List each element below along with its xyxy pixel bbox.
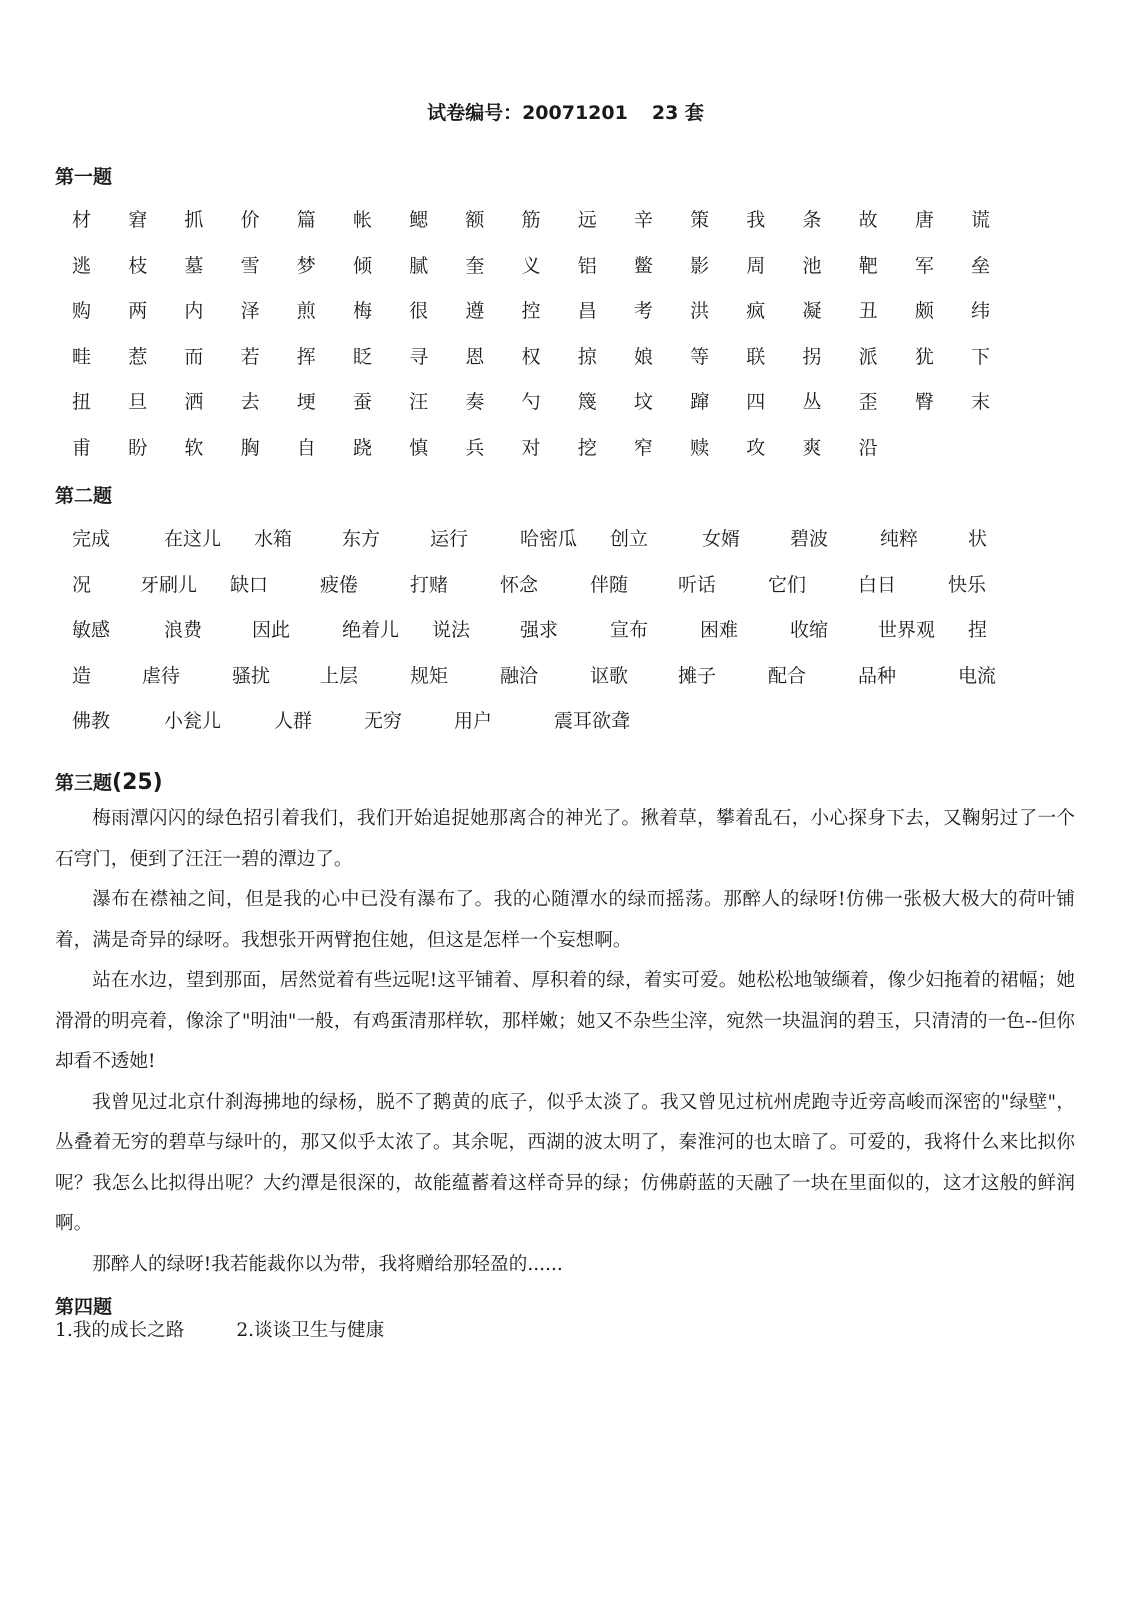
q2-word: 电流	[958, 664, 997, 687]
q1-character: 遵	[465, 300, 485, 322]
q1-character: 靶	[858, 254, 878, 277]
q1-character: 蚕	[352, 391, 372, 413]
q2-word: 疲倦	[320, 573, 359, 596]
q1-character: 丛	[802, 391, 822, 413]
q1-character: 篇	[296, 209, 316, 231]
q1-character: 蹿	[690, 391, 710, 413]
q1-character: 梅	[352, 300, 372, 322]
q1-character: 影	[690, 254, 710, 277]
q1-character: 铝	[577, 254, 597, 277]
q1-character: 赎	[690, 436, 710, 459]
q1-character: 义	[521, 254, 541, 277]
q2-word: 快乐	[948, 573, 987, 596]
q1-character: 对	[521, 436, 541, 459]
q1-character: 凝	[802, 300, 822, 322]
q1-character: 逃	[72, 254, 92, 277]
q1-character: 条	[802, 209, 822, 231]
q1-character: 昌	[577, 300, 597, 322]
q1-character: 臀	[914, 391, 934, 413]
q1-character: 辛	[633, 209, 653, 231]
q3-heading	[55, 768, 163, 795]
q1-character: 挥	[296, 345, 316, 368]
q1-heading: 第一题	[55, 166, 113, 188]
q1-character: 很	[409, 300, 429, 322]
q1-character: 埂	[296, 391, 316, 413]
q1-character: 我	[746, 209, 766, 231]
q1-character: 唐	[914, 209, 934, 231]
q1-character: 篾	[577, 391, 597, 413]
q1-character: 梦	[296, 254, 316, 277]
q1-character: 谎	[971, 209, 991, 231]
q1-row	[72, 345, 1027, 391]
q1-character: 软	[184, 436, 204, 459]
q1-character: 鳖	[633, 254, 653, 277]
q1-character: 寻	[409, 345, 429, 368]
q2-word: 小瓮儿	[164, 710, 222, 732]
q1-character: 下	[971, 345, 991, 368]
q1-character: 倾	[352, 254, 372, 277]
q1-character: 恩	[465, 345, 485, 368]
q1-character: 掠	[577, 345, 597, 368]
q1-character: 故	[858, 209, 878, 231]
q2-word: 敏感	[72, 619, 111, 641]
q1-character: 自	[296, 436, 316, 459]
q1-character: 抓	[184, 209, 204, 231]
q2-word: 缺口	[230, 573, 269, 596]
q2-word: 规矩	[410, 664, 449, 687]
q1-character: 旦	[128, 391, 148, 413]
q2-word: 骚扰	[232, 664, 271, 687]
q1-character: 挖	[577, 436, 597, 459]
q1-character: 池	[802, 254, 822, 277]
q2-word: 东方	[342, 528, 381, 550]
q1-character: 惹	[128, 345, 148, 368]
q2-word: 女婿	[702, 528, 741, 550]
q1-character: 墓	[184, 254, 204, 277]
q2-word: 讴歌	[590, 664, 629, 687]
q2-word: 宣布	[610, 619, 649, 641]
q3-paragraph: 站在水边，望到那面，居然觉着有些远呢!这平铺着、厚积着的绿，着实可爱。她松松地皱缬着，像少妇拖着的裙幅；她滑滑的明亮着，像涂了"明油"一般，有鸡蛋清那样软，那样嫩；她又不杂些尘滓，宛然一块温润的碧玉，只清清的一色--但你却看不透她!	[55, 970, 1075, 1072]
q1-character: 慎	[409, 436, 429, 459]
q3-paragraph: 那醉人的绿呀!我若能裁你以为带，我将赠给那轻盈的......	[92, 1253, 563, 1275]
q1-character: 内	[184, 300, 204, 322]
q2-word: 因此	[252, 619, 291, 641]
q1-character: 奎	[465, 254, 485, 277]
q2-word: 人群	[274, 710, 313, 732]
q2-word: 困难	[700, 619, 739, 641]
q1-character: 两	[128, 300, 148, 322]
q1-character: 窄	[633, 436, 653, 459]
q1-character: 价	[240, 209, 260, 231]
exam-number: 试卷编号：20071201	[427, 102, 628, 124]
q4-topics	[55, 1318, 384, 1344]
q1-character: 材	[72, 209, 92, 231]
q1-row	[72, 436, 1027, 482]
q1-character: 控	[521, 300, 541, 322]
q2-word: 碧波	[790, 528, 829, 550]
q2-word: 强求	[520, 619, 559, 641]
q1-character: 去	[240, 391, 260, 413]
q2-word: 绝着儿	[342, 619, 400, 641]
exam-set: 23 套	[651, 102, 704, 124]
q2-word: 浪费	[164, 619, 203, 641]
q1-character: 跷	[352, 436, 372, 459]
q2-word: 融洽	[500, 664, 539, 687]
q2-word: 怀念	[500, 573, 539, 596]
q1-character: 歪	[858, 391, 878, 413]
q1-character: 兵	[465, 436, 485, 459]
q1-character: 权	[521, 345, 541, 368]
q2-word: 说法	[432, 619, 471, 641]
q1-character: 颇	[914, 300, 934, 322]
q1-character: 胸	[240, 436, 260, 459]
q2-word: 佛教	[72, 710, 111, 732]
q1-character: 纬	[971, 300, 991, 322]
q1-character: 腻	[409, 254, 429, 277]
q2-word: 纯粹	[880, 528, 919, 550]
q3-heading-text: 第三题	[55, 772, 113, 794]
q1-character: 眨	[352, 345, 372, 368]
q4-topic-1: 1.我的成长之路	[55, 1320, 185, 1341]
q1-character: 考	[633, 300, 653, 322]
q3-passage	[55, 799, 1075, 1285]
q2-word: 完成	[72, 528, 111, 550]
q2-word: 伴随	[590, 573, 629, 596]
q1-character: 等	[690, 345, 710, 368]
q2-heading: 第二题	[55, 485, 113, 507]
q1-character: 若	[240, 345, 260, 368]
q1-character: 洪	[690, 300, 710, 322]
q1-character: 爽	[802, 436, 822, 459]
q1-character: 疯	[746, 300, 766, 322]
q1-character: 枝	[128, 254, 148, 277]
q3-paragraph: 瀑布在襟袖之间，但是我的心中已没有瀑布了。我的心随潭水的绿而摇荡。那醉人的绿呀!仿佛一张极大极大的荷叶铺着，满是奇异的绿呀。我想张开两臂抱住她，但这是怎样一个妄想啊。	[55, 889, 1075, 951]
q1-character: 坟	[633, 391, 653, 413]
q1-character: 犹	[914, 345, 934, 368]
q4-topic-2: 2.谈谈卫生与健康	[236, 1320, 385, 1341]
q2-word: 况	[72, 573, 92, 596]
q2-word: 收缩	[790, 619, 829, 641]
q1-character-grid	[72, 208, 1027, 481]
q1-character: 奏	[465, 391, 485, 413]
q1-character: 鳃	[409, 209, 429, 231]
q1-character: 军	[914, 254, 934, 277]
q1-character: 派	[858, 345, 878, 368]
q1-character: 联	[746, 345, 766, 368]
q1-character: 攻	[746, 436, 766, 459]
q1-character: 而	[184, 345, 204, 368]
q4-heading: 第四题	[55, 1296, 113, 1318]
q1-character: 畦	[72, 345, 92, 368]
q1-character: 购	[72, 300, 92, 322]
q1-row	[72, 390, 1027, 436]
q2-word: 捏	[968, 619, 988, 641]
q2-word: 摊子	[678, 664, 717, 687]
q2-word: 世界观	[878, 619, 936, 641]
q3-paragraph: 梅雨潭闪闪的绿色招引着我们，我们开始追捉她那离合的神光了。揪着草，攀着乱石，小心探身下去，又鞠躬过了一个石穹门，便到了汪汪一碧的潭边了。	[55, 808, 1075, 870]
q1-character: 远	[577, 209, 597, 231]
q2-word: 上层	[320, 664, 359, 687]
q2-word: 在这儿	[164, 528, 222, 550]
q1-character: 汪	[409, 391, 429, 413]
q2-word: 创立	[610, 528, 649, 550]
q1-character: 甫	[72, 436, 92, 459]
q2-word: 震耳欲聋	[554, 710, 631, 732]
q2-word: 配合	[768, 664, 807, 687]
q2-word: 品种	[858, 664, 897, 687]
q1-character: 雪	[240, 254, 260, 277]
q1-character: 额	[465, 209, 485, 231]
q3-paragraph: 我曾见过北京什刹海拂地的绿杨，脱不了鹅黄的底子，似乎太淡了。我又曾见过杭州虎跑寺近旁高峻而深密的"绿壁"，丛叠着无穷的碧草与绿叶的，那又似乎太浓了。其余呢，西湖的波太明了，秦淮河的也太暗了。可爱的，我将什么来比拟你呢？我怎么比拟得出呢？大约潭是很深的，故能蕴蓄着这样奇异的绿；仿佛蔚蓝的天融了一块在里面似的，这才这般的鲜润啊。	[55, 1091, 1075, 1234]
q2-word: 打赌	[410, 573, 449, 596]
q2-word: 虐待	[142, 664, 181, 687]
q1-character: 沿	[858, 436, 878, 459]
q1-character: 丑	[858, 300, 878, 322]
q1-character: 洒	[184, 391, 204, 413]
q1-character: 扭	[72, 391, 92, 413]
q1-character: 四	[746, 391, 766, 413]
q1-row	[72, 208, 1027, 254]
q1-row	[72, 254, 1027, 300]
q2-word: 水箱	[254, 528, 293, 550]
q1-character: 拐	[802, 345, 822, 368]
q3-score: (25)	[112, 770, 163, 795]
q2-word: 用户	[454, 710, 493, 732]
q1-character: 帐	[352, 209, 372, 231]
q1-row	[72, 299, 1027, 345]
q2-word: 哈密瓜	[520, 528, 578, 550]
q2-word: 它们	[768, 573, 807, 596]
q1-character: 策	[690, 209, 710, 231]
q1-character: 勺	[521, 391, 541, 413]
exam-title	[0, 98, 1131, 125]
q2-word: 无穷	[364, 710, 403, 732]
q1-character: 窘	[128, 209, 148, 231]
q1-character: 末	[971, 391, 991, 413]
q2-word: 状	[968, 528, 988, 550]
q2-word: 白日	[858, 573, 897, 596]
q2-word: 造	[72, 664, 92, 687]
q1-character: 筋	[521, 209, 541, 231]
q1-character: 娘	[633, 345, 653, 368]
q2-word: 听话	[678, 573, 717, 596]
q1-character: 盼	[128, 436, 148, 459]
q2-word: 牙刷儿	[140, 573, 198, 596]
q1-character: 煎	[296, 300, 316, 322]
q1-character: 周	[746, 254, 766, 277]
q1-character: 泽	[240, 300, 260, 322]
q1-character: 垒	[971, 254, 991, 277]
q2-word: 运行	[430, 528, 469, 550]
